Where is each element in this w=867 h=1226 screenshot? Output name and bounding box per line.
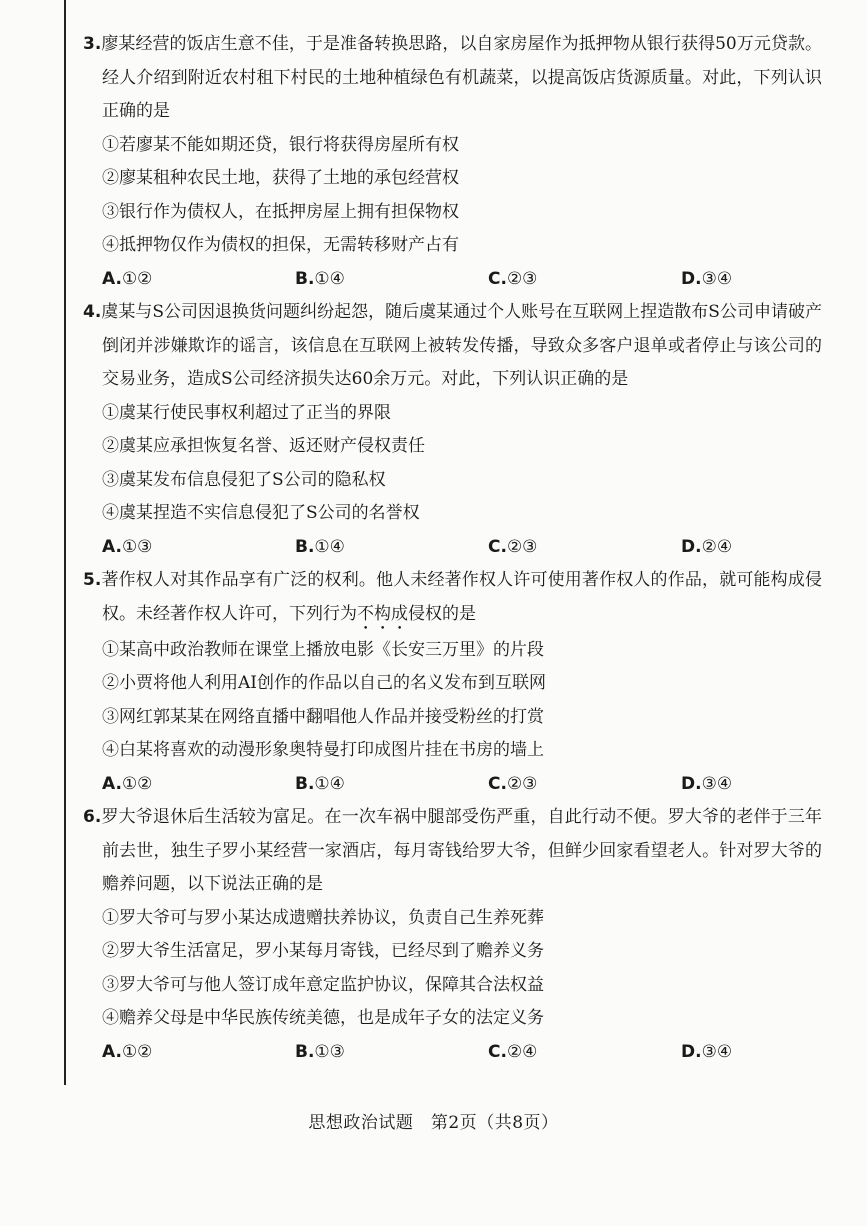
question-4 [83,296,822,564]
question-number: 3. [83,34,102,54]
statement: ④白某将喜欢的动漫形象奥特曼打印成图片挂在书房的墙上 [102,740,544,760]
choice-b[interactable]: B.①④ [295,773,345,794]
question-number: 5. [83,570,102,590]
statement: ②廖某租种农民土地，获得了土地的承包经营权 [102,168,459,188]
answer-choices [102,768,822,802]
statement: ④抵押物仅作为债权的担保，无需转移财产占有 [102,235,459,255]
choice-b[interactable]: B.①④ [295,536,345,557]
question-number: 4. [83,302,102,322]
question-5 [83,564,822,801]
question-stem [83,564,822,634]
binding-margin-line [64,0,66,1085]
page-content [83,28,822,1069]
choice-b[interactable]: B.①③ [295,1041,345,1062]
emphasized-text: 不构成 [357,603,408,624]
question-stem [83,296,822,397]
answer-choices [102,263,822,297]
statement: ④虞某捏造不实信息侵犯了S公司的名誉权 [102,503,420,523]
question-stem [83,801,822,902]
choice-a[interactable]: A.①② [102,1041,153,1062]
question-text: 罗大爷退休后生活较为富足。在一次车祸中腿部受伤严重，自此行动不便。罗大爷的老伴于三年前去世，独生子罗小某经营一家酒店，每月寄钱给罗大爷，但鲜少回家看望老人。针对罗大爷的赡养问题，以下说法正确的是 [101,807,822,894]
answer-choices [102,531,822,565]
choice-d[interactable]: D.③④ [681,268,733,289]
question-text: 著作权人对其作品享有广泛的权利。他人未经著作权人许可使用著作权人的作品，就可能构成侵权。未经著作权人许可，下列行为 [101,570,822,624]
question-text: 廖某经营的饭店生意不佳，于是准备转换思路，以自家房屋作为抵押物从银行获得50万元贷款。经人介绍到附近农村租下村民的土地种植绿色有机蔬菜，以提高饭店货源质量。对此，下列认识正确的是 [101,34,822,121]
choice-b[interactable]: B.①④ [295,268,345,289]
question-6 [83,801,822,1069]
choice-c[interactable]: C.②④ [488,1041,538,1062]
choice-d[interactable]: D.③④ [681,773,733,794]
question-number: 6. [83,807,102,827]
answer-choices [102,1036,822,1070]
choice-c[interactable]: C.②③ [488,268,538,289]
statement: ③网红郭某某在网络直播中翻唱他人作品并接受粉丝的打赏 [102,706,544,727]
choice-a[interactable]: A.①② [102,773,153,794]
question-text-end: 侵权的是 [408,603,476,624]
question-text: 虞某与S公司因退换货问题纠纷起怨，随后虞某通过个人账号在互联网上捏造散布S公司申请破产倒闭并涉嫌欺诈的谣言，该信息在互联网上被转发传播，导致众多客户退单或者停止与该公司的交易业务，造成S公司经济损失达60余万元。对此，下列认识正确的是 [101,302,822,389]
statement: ①虞某行使民事权利超过了正当的界限 [102,402,391,423]
statement: ②小贾将他人利用AI创作的作品以自己的名义发布到互联网 [102,673,546,693]
statement: ③罗大爷可与他人签订成年意定监护协议，保障其合法权益 [102,974,544,995]
statement: ①罗大爷可与罗小某达成遗赠扶养协议，负责自己生养死葬 [102,907,544,928]
statement: ②罗大爷生活富足，罗小某每月寄钱，已经尽到了赡养义务 [102,941,544,961]
page-footer: 思想政治试题 第2页（共8页） [308,1113,559,1133]
statement: ①某高中政治教师在课堂上播放电影《长安三万里》的片段 [102,639,544,660]
statement: ③银行作为债权人，在抵押房屋上拥有担保物权 [102,201,459,222]
choice-c[interactable]: C.②③ [488,536,538,557]
statement: ③虞某发布信息侵犯了S公司的隐私权 [102,469,386,490]
statement: ①若廖某不能如期还贷，银行将获得房屋所有权 [102,134,459,155]
choice-d[interactable]: D.③④ [681,1041,733,1062]
question-stem [83,28,822,129]
question-3 [83,28,822,296]
choice-d[interactable]: D.②④ [681,536,733,557]
statement: ④赡养父母是中华民族传统美德，也是成年子女的法定义务 [102,1008,544,1028]
choice-a[interactable]: A.①② [102,268,153,289]
statement: ②虞某应承担恢复名誉、返还财产侵权责任 [102,436,425,456]
choice-a[interactable]: A.①③ [102,536,153,557]
choice-c[interactable]: C.②③ [488,773,538,794]
